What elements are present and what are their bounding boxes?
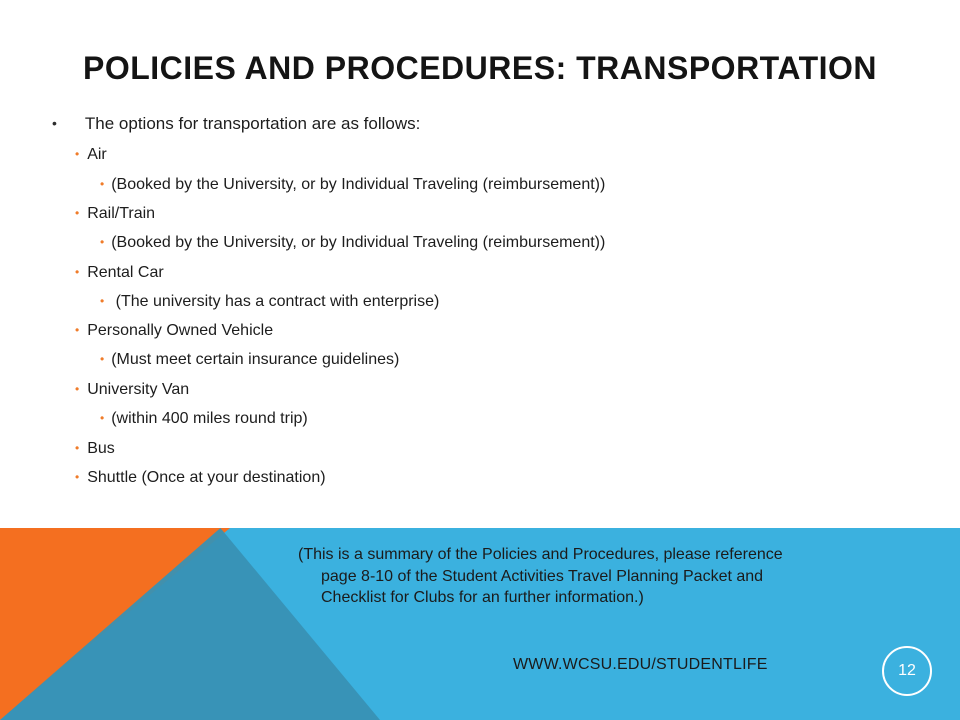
list-item-text: (Booked by the University, or by Individual Traveling (reimbursement)) xyxy=(111,176,606,193)
list-item-text: (The university has a contract with enterprise) xyxy=(111,293,440,310)
footer-note-line-2: page 8-10 of the Student Activities Travel Planning Packet and xyxy=(321,567,764,585)
bullet-icon: • xyxy=(75,470,80,484)
list-item-text: (Must meet certain insurance guidelines) xyxy=(111,351,400,368)
list-item xyxy=(100,350,399,369)
list-item-text: Personally Owned Vehicle xyxy=(87,322,274,339)
list-item xyxy=(100,292,439,311)
list-item-text: Shuttle (Once at your destination) xyxy=(87,469,326,486)
bullet-icon: • xyxy=(100,411,105,425)
footer-note-line-3: Checklist for Clubs for an further information.) xyxy=(321,589,644,607)
list-item-text: (within 400 miles round trip) xyxy=(111,410,308,427)
slide-footer xyxy=(0,528,960,720)
bullet-icon: • xyxy=(100,235,105,249)
list-item xyxy=(75,321,273,340)
list-item-text: Rail/Train xyxy=(87,205,156,222)
list-item xyxy=(100,175,605,194)
page-number-badge: 12 xyxy=(882,646,932,696)
list-item-text: Bus xyxy=(87,440,115,457)
list-item xyxy=(100,233,605,252)
list-item xyxy=(75,468,326,487)
list-item-text: Air xyxy=(87,146,107,163)
list-item-text: University Van xyxy=(87,381,190,398)
list-item xyxy=(100,409,308,428)
list-item xyxy=(75,380,189,399)
footer-url: WWW.WCSU.EDU/STUDENTLIFE xyxy=(513,656,768,673)
bullet-icon: • xyxy=(75,206,80,220)
bullet-icon: • xyxy=(100,294,105,308)
list-item xyxy=(75,439,115,458)
bullet-icon: • xyxy=(75,382,80,396)
bullet-icon: • xyxy=(100,352,105,366)
list-item xyxy=(75,145,107,164)
list-item xyxy=(75,263,164,282)
list-item xyxy=(75,204,155,223)
bullet-icon: • xyxy=(75,441,80,455)
bullet-icon: • xyxy=(75,147,80,161)
footer-note xyxy=(298,544,913,609)
list-item-text: (Booked by the University, or by Individual Traveling (reimbursement)) xyxy=(111,234,606,251)
bullet-icon: • xyxy=(75,323,80,337)
footer-note-line-1: (This is a summary of the Policies and Procedures, please reference xyxy=(298,546,783,563)
slide-title: POLICIES AND PROCEDURES: TRANSPORTATION xyxy=(82,50,878,86)
list-item-text: Rental Car xyxy=(87,264,164,281)
intro-line xyxy=(52,114,420,134)
bullet-icon: • xyxy=(100,177,105,191)
bullet-icon: • xyxy=(75,265,80,279)
bullet-icon: • xyxy=(52,115,57,131)
intro-text: The options for transportation are as follows: xyxy=(84,114,421,133)
